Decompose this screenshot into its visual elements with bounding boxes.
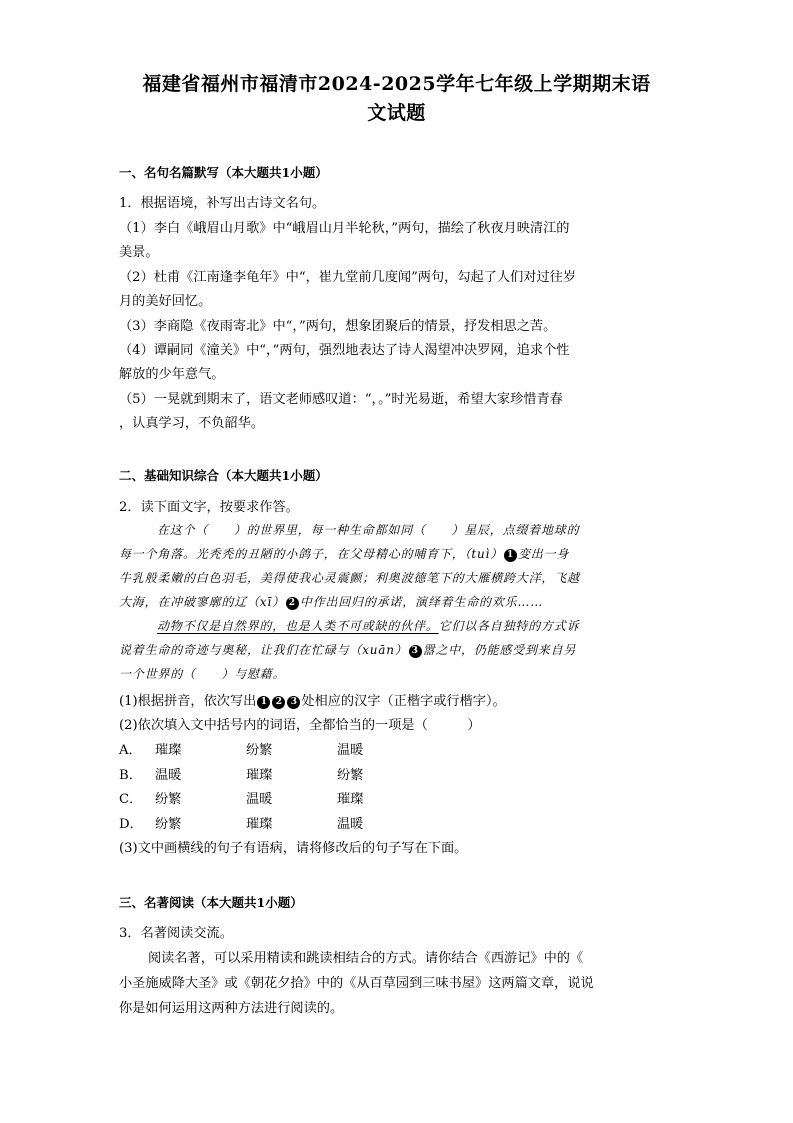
circled-number-3: 3 xyxy=(409,645,422,658)
question-1-line: ，认真学习，不负韶华。 xyxy=(119,416,265,431)
question-1-line: （2）杜甫《江南逢李龟年》中“，崔九堂前几度闻”两句，勾起了人们对过往岁 xyxy=(119,270,577,285)
passage-line: 牛乳般柔嫩的白色羽毛，美得使我心灵震颤；利奥波德笔下的大雁横跨大洋，飞越 xyxy=(119,571,580,585)
question-1-line: 美景。 xyxy=(119,245,159,260)
underlined-sentence: 动物不仅是自然界的，也是人类不可或缺的伙伴。 xyxy=(157,619,439,633)
subquestion-1: (1)根据拼音，依次写出 1 2 3 处相应的汉字（正楷字或行楷字）。 xyxy=(119,694,506,709)
passage-line: 一个世界的（ ）与慰藉。 xyxy=(119,667,286,681)
circled-number-2: 2 xyxy=(286,597,299,610)
option-d: D． 纷繁 璀璨 温暖 xyxy=(119,817,364,832)
question-3-intro: 3．名著阅读交流。 xyxy=(119,926,233,941)
passage-line: 动物不仅是自然界的，也是人类不可或缺的伙伴。它们以各自独特的方式诉 xyxy=(157,619,580,633)
question-1-line: （5）一晃就到期末了，语文老师感叹道：“，。”时光易逝，希望大家珍惜青春 xyxy=(119,392,563,407)
section-3-heading: 三、名著阅读（本大题共1小题） xyxy=(119,895,303,910)
question-2-intro: 2．读下面文字，按要求作答。 xyxy=(119,500,299,515)
passage-line: 说着生命的奇迹与奥秘，让我们在忙碌与（xuān） 3 嚣之中，仍能感受到来自另 xyxy=(119,643,577,657)
question-1-intro: 1．根据语境，补写出古诗文名句。 xyxy=(119,196,326,211)
question-1-line: 月的美好回忆。 xyxy=(119,294,212,309)
question-1-line: （1）李白《峨眉山月歌》中“峨眉山月半轮秋，”两句，描绘了秋夜月映清江的 xyxy=(119,221,570,236)
document-title xyxy=(100,70,693,128)
passage-line: 大海，在冲破寥廓的辽（xī） 2 中作出回归的承诺，演绎着生命的欢乐…… xyxy=(119,595,544,609)
passage-line: 在这个（ ）的世界里，每一种生命都如同（ ）星辰，点缀着地球的 xyxy=(157,523,580,537)
passage-line: 每一个角落。光秃秃的丑陋的小鸽子，在父母精心的哺育下，（tuì） 1 变出一身 xyxy=(119,547,570,561)
subquestion-3: (3)文中画横线的句子有语病，请将修改后的句子写在下面。 xyxy=(119,841,468,856)
section-1-heading: 一、名句名篇默写（本大题共1小题） xyxy=(119,165,328,180)
question-1-line: （3）李商隐《夜雨寄北》中“，”两句，想象团聚后的情景，抒发相思之苦。 xyxy=(119,319,557,334)
question-1-line: （4）谭嗣同《潼关》中“，”两句，强烈地表达了诗人渴望冲决罗网，追求个性 xyxy=(119,343,570,358)
reading-passage xyxy=(119,518,679,686)
option-c: C． 纷繁 温暖 璀璨 xyxy=(119,792,364,807)
section-2-heading: 二、基础知识综合（本大题共1小题） xyxy=(119,468,328,483)
circled-number-1: 1 xyxy=(504,549,517,562)
question-1-line: 解放的少年意气。 xyxy=(119,367,225,382)
question-3-line: 你是如何运用这两种方法进行阅读的。 xyxy=(119,1001,344,1016)
title-line-1: 福建省福州市福清市2024-2025学年七年级上学期期末语 xyxy=(142,73,651,95)
question-3-line: 阅读名著，可以采用精读和跳读相结合的方式。请你结合《西游记》中的《 xyxy=(148,951,584,966)
subquestion-2: (2)依次填入文中括号内的词语，全都恰当的一项是（ ） xyxy=(119,718,481,733)
option-a: A． 璀璨 纷繁 温暖 xyxy=(119,743,364,758)
question-3-line: 小圣施威降大圣》或《朝花夕拾》中的《从百草园到三味书屋》这两篇文章，说说 xyxy=(119,976,594,991)
option-b: B． 温暖 璀璨 纷繁 xyxy=(119,768,364,783)
title-line-2: 文试题 xyxy=(367,102,426,124)
